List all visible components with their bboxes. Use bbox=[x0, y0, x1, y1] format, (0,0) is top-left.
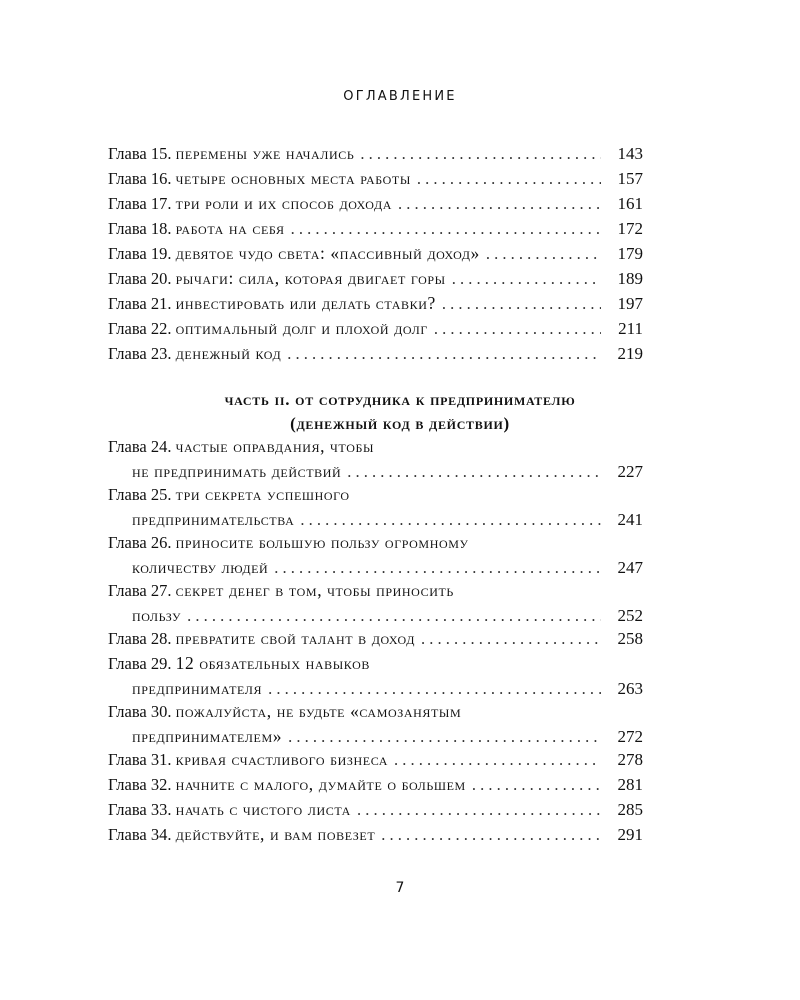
chapter-title: девятое чудо света: «пассивный доход» bbox=[175, 243, 480, 263]
chapter-title-continued: предпринимателем» bbox=[132, 726, 283, 746]
page-number: 179 bbox=[617, 244, 643, 263]
toc-entry[interactable] bbox=[108, 747, 643, 772]
toc-entry[interactable] bbox=[108, 291, 643, 316]
chapter-title-continued: количеству людей bbox=[132, 557, 269, 577]
dot-leader bbox=[442, 291, 601, 316]
toc-entry[interactable] bbox=[108, 482, 643, 530]
page-number: 263 bbox=[617, 679, 643, 698]
page-number: 143 bbox=[617, 144, 643, 163]
chapter-title: действуйте, и вам повезет bbox=[175, 824, 376, 844]
part-title: часть ii. от сотрудника к предпринимателю bbox=[224, 390, 576, 409]
chapter-label: Глава 22. bbox=[108, 319, 172, 338]
dot-leader bbox=[417, 166, 601, 191]
page-number: 281 bbox=[617, 775, 643, 794]
chapter-title: начать с чистого листа bbox=[175, 799, 351, 819]
chapter-title: начните с малого, думайте о большем bbox=[175, 774, 466, 794]
chapter-label: Глава 34. bbox=[108, 825, 172, 844]
toc-entry[interactable] bbox=[108, 216, 643, 241]
toc-entry[interactable] bbox=[108, 341, 643, 366]
toc-entry[interactable] bbox=[108, 797, 643, 822]
toc-entry[interactable] bbox=[108, 578, 643, 626]
page-heading: ОГЛАВЛЕНИЕ bbox=[343, 89, 457, 104]
chapter-label: Глава 28. bbox=[108, 629, 172, 648]
chapter-title: превратите свой талант в доход bbox=[175, 628, 415, 648]
chapter-title: кривая счастливого бизнеса bbox=[175, 749, 388, 769]
chapter-label: Глава 27. bbox=[108, 581, 172, 600]
dot-leader bbox=[360, 141, 601, 166]
chapter-label: Глава 24. bbox=[108, 437, 172, 456]
chapter-label: Глава 21. bbox=[108, 294, 172, 313]
chapter-label: Глава 18. bbox=[108, 219, 172, 238]
toc-entry[interactable] bbox=[108, 316, 643, 341]
page-number: 197 bbox=[617, 294, 643, 313]
chapter-title-continued: не предпринимать действий bbox=[132, 461, 342, 481]
dot-leader bbox=[398, 191, 601, 216]
toc-entry[interactable] bbox=[108, 822, 643, 847]
chapter-title-continued: пользу bbox=[132, 605, 182, 625]
dot-leader bbox=[357, 797, 601, 822]
chapter-title-continued: предпринимательства bbox=[132, 509, 295, 529]
dot-leader bbox=[347, 459, 601, 484]
dot-leader bbox=[268, 676, 601, 701]
chapter-title: три секрета успешного bbox=[175, 484, 350, 504]
dot-leader bbox=[381, 822, 601, 847]
chapter-label: Глава 20. bbox=[108, 269, 172, 288]
chapter-label: Глава 33. bbox=[108, 800, 172, 819]
chapter-title: частые оправдания, чтобы bbox=[175, 436, 375, 456]
chapter-title: секрет денег в том, чтобы приносить bbox=[175, 580, 454, 600]
dot-leader bbox=[486, 241, 601, 266]
page-number: 272 bbox=[617, 727, 643, 746]
dot-leader bbox=[291, 216, 601, 241]
dot-leader bbox=[287, 341, 601, 366]
chapter-label: Глава 16. bbox=[108, 169, 172, 188]
dot-leader bbox=[434, 316, 601, 341]
chapter-title: оптимальный долг и плохой долг bbox=[175, 318, 428, 338]
page-number: 285 bbox=[617, 800, 643, 819]
chapter-title: пожалуйста, не будьте «самозанятым bbox=[175, 701, 462, 721]
toc-entry[interactable] bbox=[108, 241, 643, 266]
page-number: 291 bbox=[617, 825, 643, 844]
part-heading[interactable] bbox=[0, 388, 800, 436]
toc-list-part-1 bbox=[108, 141, 643, 366]
page-number: 241 bbox=[617, 510, 643, 529]
chapter-title: 12 обязательных навыков bbox=[175, 653, 370, 673]
chapter-label: Глава 19. bbox=[108, 244, 172, 263]
chapter-title-continued: предпринимателя bbox=[132, 678, 263, 698]
page-number: 252 bbox=[617, 606, 643, 625]
chapter-title: денежный код bbox=[175, 343, 282, 363]
page-number: 227 bbox=[617, 462, 643, 481]
page-number: 278 bbox=[617, 750, 643, 769]
chapter-label: Глава 30. bbox=[108, 702, 172, 721]
chapter-label: Глава 26. bbox=[108, 533, 172, 552]
dot-leader bbox=[394, 747, 601, 772]
chapter-label: Глава 32. bbox=[108, 775, 172, 794]
toc-list-part-2 bbox=[108, 434, 643, 847]
chapter-title: приносите большую пользу огромному bbox=[175, 532, 469, 552]
toc-entry[interactable] bbox=[108, 434, 643, 482]
chapter-label: Глава 25. bbox=[108, 485, 172, 504]
toc-entry[interactable] bbox=[108, 626, 643, 651]
chapter-title: четыре основных места работы bbox=[175, 168, 411, 188]
part-subtitle: (денежный код в действии) bbox=[290, 414, 510, 433]
toc-entry[interactable] bbox=[108, 530, 643, 578]
toc-entry[interactable] bbox=[108, 141, 643, 166]
page-number: 211 bbox=[618, 319, 643, 338]
chapter-title: работа на себя bbox=[175, 218, 285, 238]
page-number: 189 bbox=[617, 269, 643, 288]
page-number: 258 bbox=[617, 629, 643, 648]
chapter-label: Глава 17. bbox=[108, 194, 172, 213]
dot-leader bbox=[300, 507, 601, 532]
toc-entry[interactable] bbox=[108, 651, 643, 699]
dot-leader bbox=[274, 555, 601, 580]
page-number: 219 bbox=[617, 344, 643, 363]
dot-leader bbox=[472, 772, 601, 797]
chapter-title: инвестировать или делать ставки? bbox=[175, 293, 436, 313]
page-number-footer: 7 bbox=[395, 880, 405, 896]
toc-entry[interactable] bbox=[108, 266, 643, 291]
chapter-title: перемены уже начались bbox=[175, 143, 355, 163]
toc-entry[interactable] bbox=[108, 191, 643, 216]
chapter-title: три роли и их способ дохода bbox=[175, 193, 393, 213]
chapter-label: Глава 31. bbox=[108, 750, 172, 769]
chapter-label: Глава 29. bbox=[108, 654, 172, 673]
dot-leader bbox=[452, 266, 601, 291]
toc-entry[interactable] bbox=[108, 772, 643, 797]
page-number: 157 bbox=[617, 169, 643, 188]
chapter-title: рычаги: сила, которая двигает горы bbox=[175, 268, 446, 288]
toc-entry[interactable] bbox=[108, 166, 643, 191]
dot-leader bbox=[288, 724, 601, 749]
page-number: 172 bbox=[617, 219, 643, 238]
chapter-label: Глава 23. bbox=[108, 344, 172, 363]
page-number: 247 bbox=[617, 558, 643, 577]
chapter-label: Глава 15. bbox=[108, 144, 172, 163]
page-number: 161 bbox=[617, 194, 643, 213]
dot-leader bbox=[421, 626, 601, 651]
dot-leader bbox=[187, 603, 601, 628]
toc-entry[interactable] bbox=[108, 699, 643, 747]
